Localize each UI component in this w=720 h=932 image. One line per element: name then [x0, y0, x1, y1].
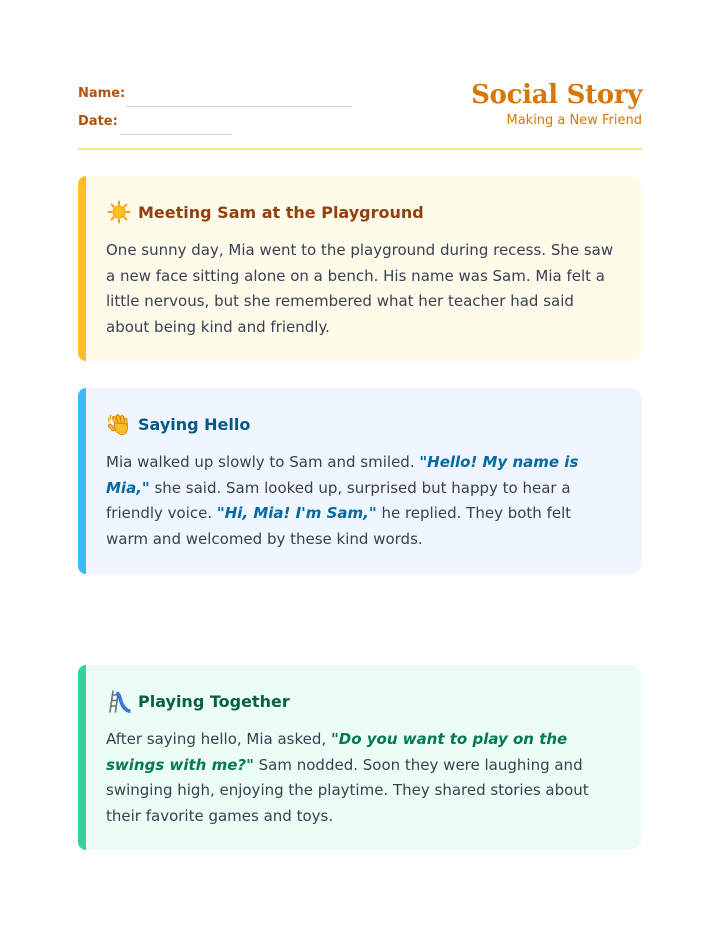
dialogue-quote: "Do you want to play on the swings with me?"	[106, 730, 568, 774]
date-label: Date:	[78, 114, 118, 129]
page-title: Social Story	[471, 80, 642, 110]
worksheet-header	[78, 78, 642, 150]
body-text: After saying hello, Mia asked,	[106, 730, 331, 748]
sun-icon	[106, 199, 132, 225]
waving-hand-icon	[106, 411, 132, 437]
section-title: Playing Together	[138, 691, 290, 711]
section-header	[106, 687, 616, 715]
body-text: Mia walked up slowly to Sam and smiled.	[106, 453, 420, 471]
section-body: One sunny day, Mia went to the playground during recess. She saw a new face sitting alone on a bench. His name was Sam. Mia felt a little nervous, but she remembered what her teacher had said about being kind and friendly.	[106, 241, 614, 336]
name-field[interactable]	[78, 86, 125, 101]
section-header	[106, 198, 616, 226]
section-title: Meeting Sam at the Playground	[138, 202, 424, 222]
slide-icon	[106, 688, 132, 714]
dialogue-quote: "Hello! My name is Mia,"	[106, 453, 579, 497]
section-body	[106, 450, 616, 552]
body-text: he replied. They both felt warm and welcomed by these kind words.	[106, 504, 572, 548]
story-section-meeting	[78, 176, 642, 361]
section-title: Saying Hello	[138, 414, 251, 434]
date-line[interactable]	[120, 134, 232, 135]
section-header	[106, 410, 616, 438]
story-section-saying-hello	[78, 388, 642, 574]
name-line[interactable]	[126, 106, 352, 107]
page-subtitle: Making a New Friend	[506, 113, 642, 128]
section-accent-bar	[78, 176, 86, 361]
body-text: Sam nodded. Soon they were laughing and swinging high, enjoying the playtime. They shared stories about their favorite games and toys.	[106, 755, 589, 825]
name-label: Name:	[78, 86, 126, 101]
body-text: she said. Sam looked up, surprised but happy to hear a friendly voice.	[106, 478, 571, 522]
dialogue-quote: "Hi, Mia! I'm Sam,"	[216, 504, 377, 522]
section-body	[106, 727, 616, 829]
story-section-playing-together	[78, 665, 642, 850]
date-field[interactable]	[78, 114, 118, 129]
section-accent-bar	[78, 665, 86, 850]
section-accent-bar	[78, 388, 86, 574]
